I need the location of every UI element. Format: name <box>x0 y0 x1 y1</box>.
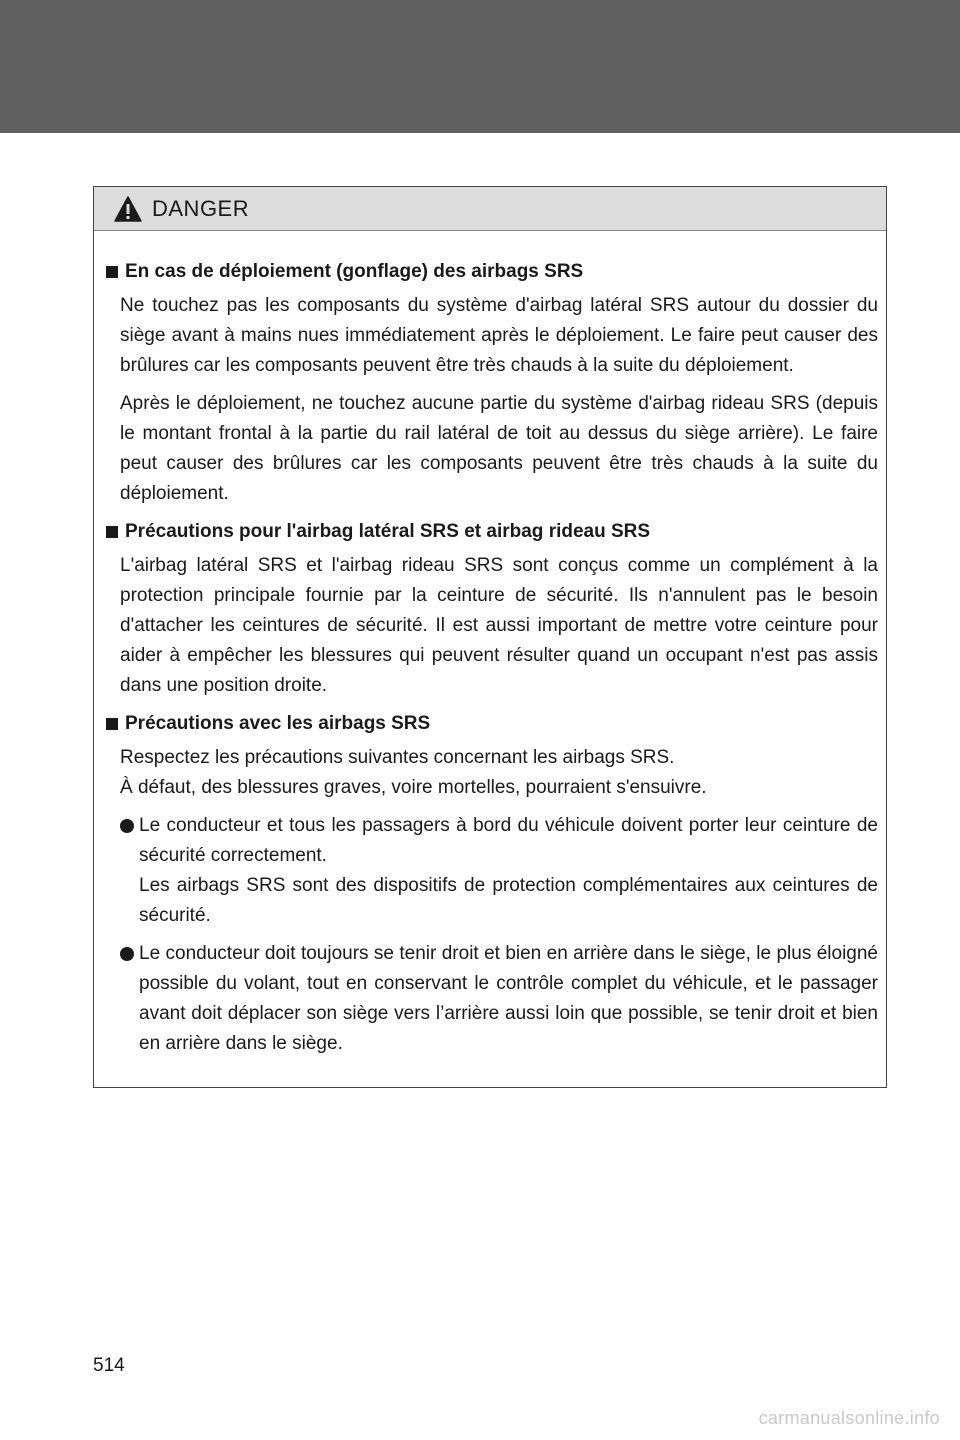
paragraph: Après le déploiement, ne touchez aucune partie du système d'airbag rideau SRS (depuis le montant frontal à la partie du rail latéral de toit au dessus du siège arrière). Le faire peut causer des brûlures car les composants peuvent être très chauds à la suite du déploiement. <box>120 393 878 504</box>
watermark: carmanualsonline.info <box>758 1408 940 1428</box>
paragraph: L'airbag latéral SRS et l'airbag rideau SRS sont conçus comme un complément à la protection principale fournie par la ceinture de sécurité. Ils n'annulent pas le besoin d'attacher les ceintures de sécurité. Il est aussi important de mettre votre ceinture pour aider à empêcher les blessures qui peuvent résulter quand un occupant n'est pas assis dans une position droite. <box>120 555 878 696</box>
danger-warning-box <box>93 186 887 1088</box>
section-heading <box>106 517 878 547</box>
warning-triangle-icon <box>114 196 142 222</box>
paragraph <box>120 743 878 803</box>
page-number: 514 <box>93 1355 125 1376</box>
round-bullet-icon <box>120 947 134 961</box>
section-heading-text: Précautions avec les airbags SRS <box>125 713 431 734</box>
section-heading <box>106 257 878 287</box>
bullet-text: Les airbags SRS sont des dispositifs de protection complémentaires aux ceintures de sécurité. <box>139 875 878 926</box>
danger-title: DANGER <box>152 195 250 221</box>
square-bullet-icon <box>106 266 118 278</box>
intro-line: À défaut, des blessures graves, voire mortelles, pourraient s'ensuivre. <box>120 777 707 798</box>
bullet-text: Le conducteur doit toujours se tenir droit et bien en arrière dans le siège, le plus éloigné possible du volant, tout en conservant le contrôle complet du véhicule, et le passager avant doit déplacer son siège vers l’arrière aussi loin que possible, se tenir droit et bien en arrière dans le siège. <box>139 943 878 1054</box>
danger-content <box>94 231 886 1059</box>
list-item <box>120 939 878 1059</box>
list-item <box>120 811 878 931</box>
square-bullet-icon <box>106 718 118 730</box>
square-bullet-icon <box>106 526 118 538</box>
section-heading-text: En cas de déploiement (gonflage) des airbags SRS <box>125 261 584 282</box>
paragraph: Ne touchez pas les composants du système d'airbag latéral SRS autour du dossier du siège avant à mains nues immédiatement après le déploiement. Le faire peut causer des brûlures car les composants peuvent être très chauds à la suite du déploiement. <box>120 295 878 376</box>
section-heading-text: Précautions pour l'airbag latéral SRS et airbag rideau SRS <box>125 521 651 542</box>
intro-line: Respectez les précautions suivantes concernant les airbags SRS. <box>120 747 675 768</box>
section-heading <box>106 709 878 739</box>
danger-header <box>94 187 886 231</box>
round-bullet-icon <box>120 819 134 833</box>
bullet-text: Le conducteur et tous les passagers à bord du véhicule doivent porter leur ceinture de sécurité correctement. <box>139 815 878 866</box>
top-header-band <box>0 0 960 133</box>
